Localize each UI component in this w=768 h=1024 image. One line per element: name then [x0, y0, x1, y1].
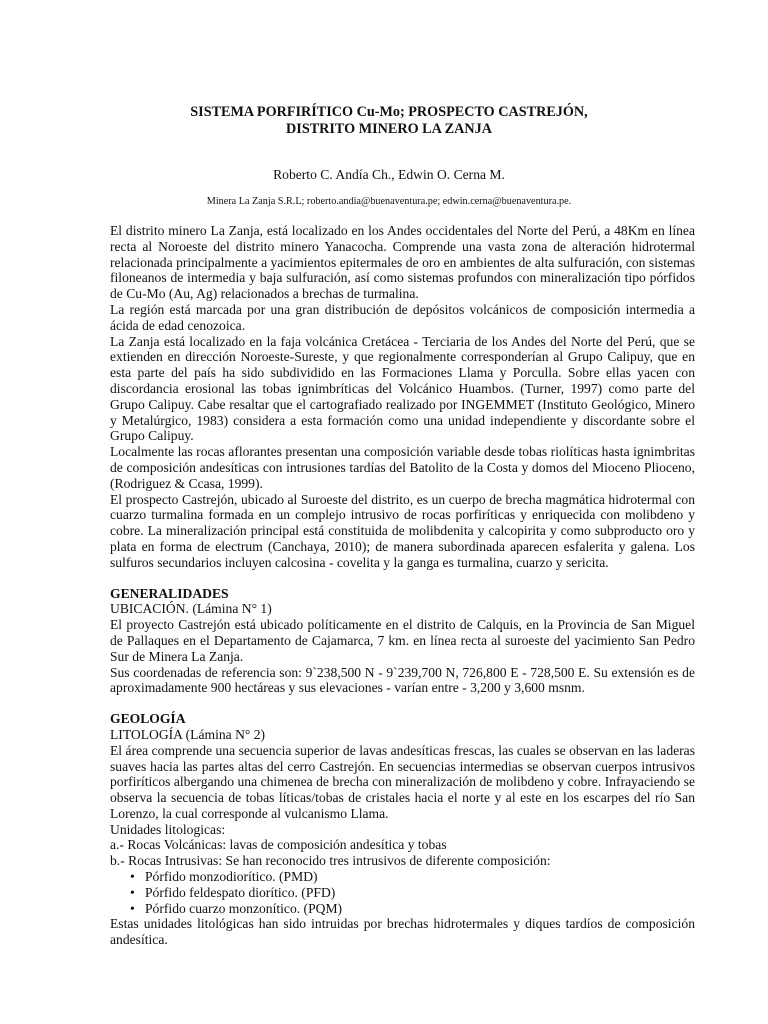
document-body: [110, 223, 695, 948]
list-item: • Pórfido monzodiorítico. (PMD): [110, 869, 695, 885]
affiliation: Minera La Zanja S.R.L; roberto.andia@buenaventura.pe; edwin.cerna@buenaventura.pe.: [206, 196, 572, 207]
title-line-1: SISTEMA PORFIRÍTICO Cu-Mo; PROSPECTO CASTREJÓN,: [190, 104, 588, 120]
section-spacer: [110, 571, 695, 586]
section-spacer: [110, 696, 695, 711]
subheading-litologia: LITOLOGÍA (Lámina N° 2): [110, 726, 266, 742]
volcanic-rocks-line: a.- Rocas Volcánicas: lavas de composición andesítica y tobas: [110, 837, 447, 853]
authors: Roberto C. Andía Ch., Edwin O. Cerna M.: [273, 167, 505, 182]
section-heading-generalidades: GENERALIDADES: [110, 585, 229, 601]
section-heading-geologia: GEOLOGÍA: [110, 711, 186, 727]
units-label: Unidades litologicas:: [110, 821, 226, 837]
subheading-ubicacion: UBICACIÓN. (Lámina N° 1): [110, 601, 272, 617]
intrusive-list: [110, 869, 695, 916]
intro-paragraph: Localmente las rocas aflorantes presentan una composición variable desde tobas riolíticas hasta ignimbritas de composición andesíticas con intrusiones tardías del Batolito de la Costa y domos del Mioceno Plioceno, (Rodriguez & Ccasa, 1999).: [110, 444, 695, 491]
intro-paragraph: El distrito minero La Zanja, está localizado en los Andes occidentales del Norte del Perú, a 48Km en línea recta al Noroeste del distrito minero Yanacocha. Comprende una vasta zona de alteración hidrotermal relacionada principalmente a yacimientos epitermales de oro en ambientes de alta sulfuración, con sistemas filoneanos de intermedia y baja sulfuración, así como sistemas profundos con mineralización tipo pórfidos de Cu-Mo (Au, Ag) relacionados a brechas de turmalina.: [110, 223, 695, 302]
closing-paragraph: Estas unidades litológicas han sido intruidas por brechas hidrotermales y diques tardíos de composición andesítica.: [110, 916, 695, 948]
coordinates-paragraph: Sus coordenadas de referencia son: 9`238,500 N - 9`239,700 N, 726,800 E - 728,500 E. Su extensión es de aproximadamente 900 hectáreas y sus elevaciones - varían entre - 3,200 y 3,600 msnm.: [110, 664, 695, 696]
ubicacion-paragraph: El proyecto Castrejón está ubicado políticamente en el distrito de Calquis, en la Provincia de San Miguel de Pallaques en el Departamento de Cajamarca, 7 km. en línea recta al suroeste del yacimiento San Pedro Sur de Minera La Zanja.: [110, 617, 695, 664]
intro-paragraph: La región está marcada por una gran distribución de depósitos volcánicos de composición intermedia a ácida de edad cenozoica.: [110, 301, 695, 333]
list-item: • Pórfido cuarzo monzonítico. (PQM): [110, 901, 695, 917]
litologia-paragraph: El área comprende una secuencia superior de lavas andesíticas frescas, las cuales se observan en las laderas suaves hacia las partes altas del cerro Castrejón. En secuencias intermedias se observan cuerpos intrusivos porfiríticos albergando una chimenea de brecha con mineralización de molibdeno y cobre. Infrayaciendo se observa la secuencia de tobas líticas/tobas de cristales hacia el norte y al este en los escarpes del río San Lorenzo, la cual corresponde al vulcanismo Llama.: [110, 742, 695, 821]
list-item: • Pórfido feldespato diorítico. (PFD): [110, 885, 695, 901]
intro-paragraph: El prospecto Castrejón, ubicado al Suroeste del distrito, es un cuerpo de brecha magmática hidrotermal con cuarzo turmalina formada en un complejo intrusivo de rocas porfiríticas y enriquecida con molibdeno y cobre. La mineralización principal está constituida de molibdenita y calcopirita y como subproducto oro y plata en forma de electrum (Canchaya, 2010); de manera subordinada aparecen esfalerita y galena. Los sulfuros secundarios incluyen calcosina - covelita y la ganga es turmalina, cuarzo y sericita.: [110, 491, 695, 570]
title-line-2: DISTRITO MINERO LA ZANJA: [286, 121, 492, 137]
intro-paragraph: La Zanja está localizado en la faja volcánica Cretácea - Terciaria de los Andes del Norte del Perú, que se extienden en dirección Noroeste-Sureste, y que regionalmente corresponderían al Grupo Calipuy, que en esta parte del país ha sido subdividido en las Formaciones Llama y Porculla. Sobre ellas yacen con discordancia erosional las tobas ignimbríticas del Volcánico Huambos. (Turner, 1997) como parte del Grupo Calipuy. Cabe resaltar que el cartografiado realizado por INGEMMET (Instituto Geológico, Minero y Metalúrgico, 1983) considera a esta formación como una unidad independiente y discordante sobre el Grupo Calipuy.: [110, 333, 695, 444]
paper-title: [100, 104, 678, 138]
intrusive-rocks-line: b.- Rocas Intrusivas: Se han reconocido tres intrusivos de diferente composición:: [110, 853, 551, 869]
